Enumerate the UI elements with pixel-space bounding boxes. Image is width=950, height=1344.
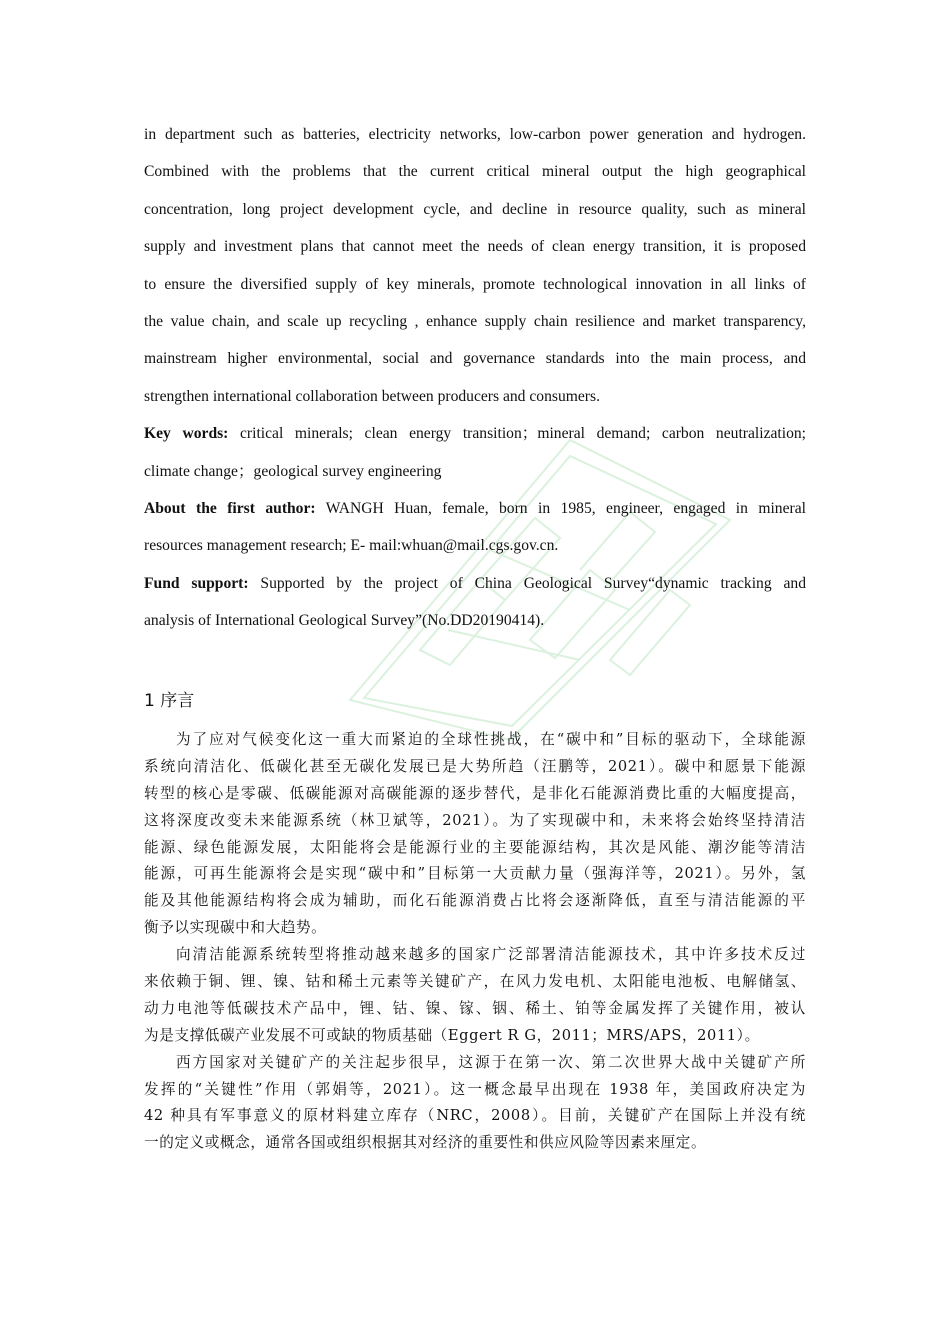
- paragraph-line: 一的定义或概念，通常各国或组织根据其对经济的重要性和供应风险等因素来厘定。: [144, 1134, 707, 1152]
- abstract-line: the value chain, and scale up recycling , enhance supply chain resilience and market transparency,: [144, 312, 806, 330]
- paragraph-line: 向清洁能源系统转型将推动越来越多的国家广泛部署清洁能源技术，其中许多技术反过: [176, 946, 806, 964]
- abstract-line: Combined with the problems that the current critical mineral output the high geographical: [144, 163, 806, 181]
- fund-label: Fund support:: [144, 574, 249, 592]
- paragraph-line: 转型的核心是零碳、低碳能源对高碳能源的逐步替代，是非化石能源消费比重的大幅度提高，: [144, 784, 806, 802]
- paragraph-line: 为是支撑低碳产业发展不可或缺的物质基础（Eggert R G，2011；MRS/APS，2011）。: [144, 1026, 760, 1044]
- author-line: [144, 490, 806, 527]
- paragraph-line: 衡予以实现碳中和大趋势。: [144, 919, 327, 937]
- abstract-block: [144, 116, 806, 639]
- author-line: resources management research; E- mail:whuan@mail.cgs.gov.cn.: [144, 537, 559, 555]
- paragraph-line: 42 种具有军事意义的原材料建立库存（NRC，2008）。目前，关键矿产在国际上并没有统: [144, 1107, 806, 1125]
- fund-line: analysis of International Geological Survey”(No.DD20190414).: [144, 612, 545, 630]
- paragraph-line: 系统向清洁化、低碳化甚至无碳化发展已是大势所趋（汪鹏等，2021）。碳中和愿景下能源: [144, 757, 806, 775]
- paragraph-line: 能及其他能源结构将会成为辅助，而化石能源消费占比将会逐渐降低，直至与清洁能源的平: [144, 892, 806, 910]
- author-text: WANGH Huan, female, born in 1985, engineer, engaged in mineral: [315, 499, 806, 517]
- fund-text: Supported by the project of China Geological Survey“dynamic tracking and: [248, 574, 806, 592]
- section-heading: 1 序言: [144, 691, 195, 711]
- paragraph-line: 能源，可再生能源将会是实现“碳中和”目标第一大贡献力量（强海洋等，2021）。另外，氢: [144, 865, 806, 883]
- abstract-line: in department such as batteries, electricity networks, low-carbon power generation and hydrogen.: [144, 126, 806, 143]
- keywords-text: critical minerals; clean energy transition；mineral demand; carbon neutralization;: [228, 425, 806, 443]
- paragraph-line: 动力电池等低碳技术产品中，锂、钴、镍、镓、铟、稀土、铂等金属发挥了关键作用，被认: [144, 999, 806, 1017]
- paragraph-line: 来依赖于铜、锂、镍、钴和稀土元素等关键矿产，在风力发电机、太阳能电池板、电解储氢、: [144, 973, 806, 991]
- keywords-label: Key words:: [144, 425, 229, 443]
- abstract-line: to ensure the diversified supply of key minerals, promote technological innovation in all links of: [144, 275, 806, 293]
- paragraph-line: 能源、绿色能源发展，太阳能将会是能源行业的主要能源结构，其次是风能、潮汐能等清洁: [144, 838, 806, 856]
- abstract-line: supply and investment plans that cannot meet the needs of clean energy transition, it is proposed: [144, 238, 806, 256]
- fund-line: [144, 565, 806, 602]
- abstract-line: concentration, long project development cycle, and decline in resource quality, such as mineral: [144, 200, 806, 218]
- paragraph-line: 为了应对气候变化这一重大而紧迫的全球性挑战，在“碳中和”目标的驱动下，全球能源: [176, 731, 806, 748]
- keywords-line: climate change；geological survey engineering: [144, 462, 442, 480]
- paragraph-line: 发挥的“关键性”作用（郭娟等，2021）。这一概念最早出现在 1938 年，美国政府决定为: [144, 1080, 806, 1098]
- abstract-line: mainstream higher environmental, social and governance standards into the main process, and: [144, 350, 806, 368]
- paragraph-line: 西方国家对关键矿产的关注起步很早，这源于在第一次、第二次世界大战中关键矿产所: [176, 1053, 806, 1071]
- paragraph-line: 这将深度改变未来能源系统（林卫斌等，2021）。为了实现碳中和，未来将会始终坚持清洁: [144, 811, 806, 829]
- author-label: About the first author:: [144, 499, 316, 517]
- abstract-line: strengthen international collaboration between producers and consumers.: [144, 387, 600, 405]
- keywords-line: [144, 415, 806, 452]
- body-paragraph: [144, 727, 806, 1157]
